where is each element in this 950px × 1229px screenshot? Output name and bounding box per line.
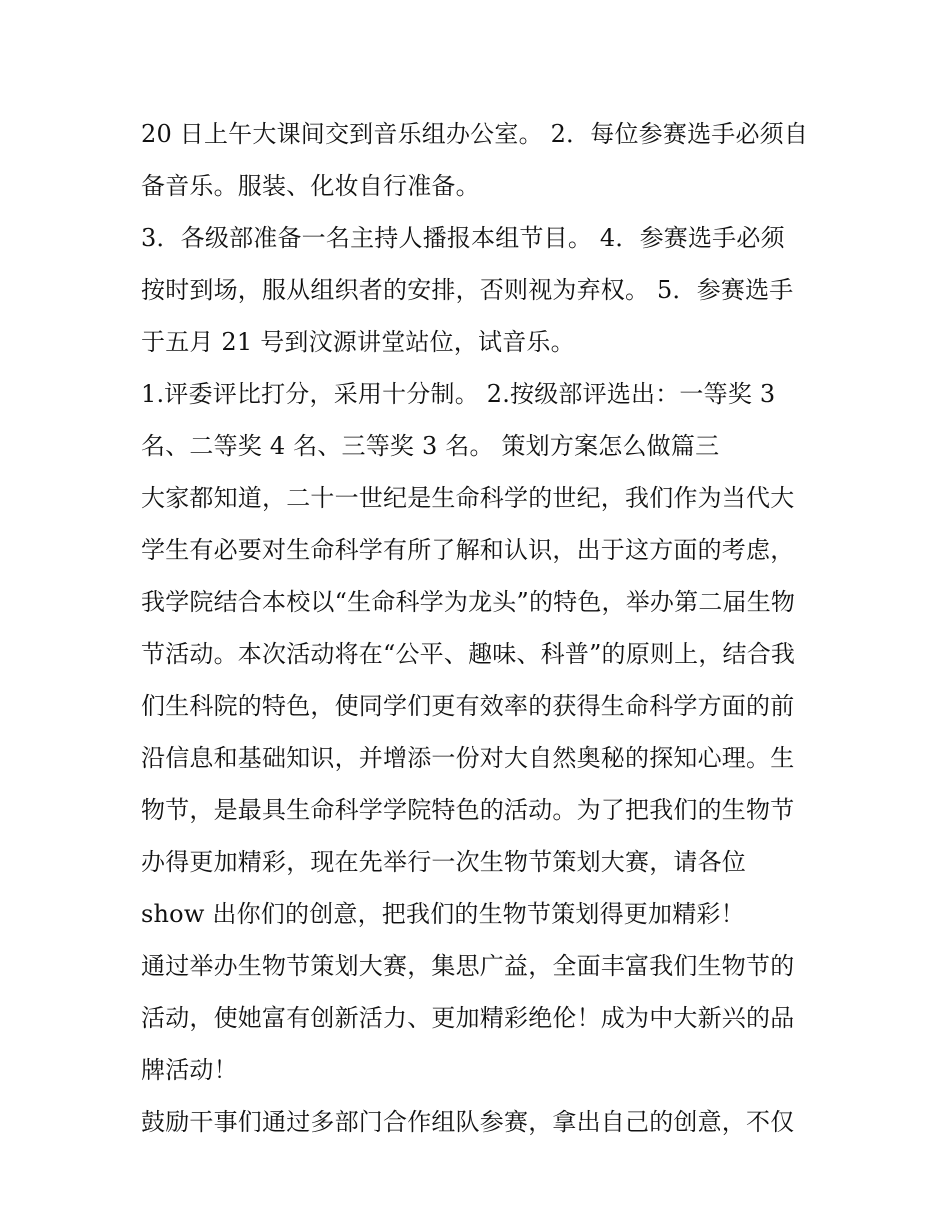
text-line: 办得更加精彩，现在先举行一次生物节策划大赛，请各位 [141, 848, 746, 876]
text-line: 20 日上午大课间交到音乐组办公室。 2．每位参赛选手必须自 [141, 120, 809, 148]
text-line: 节活动。本次活动将在“公平、趣味、科普”的原则上，结合我 [141, 640, 796, 668]
text-line: 学生有必要对生命科学有所了解和认识，出于这方面的考虑， [141, 536, 795, 564]
text-line: 名、二等奖 4 名、三等奖 3 名。 策划方案怎么做篇三 [141, 432, 720, 460]
text-line: 1.评委评比打分，采用十分制。 2.按级部评选出：一等奖 3 [141, 380, 776, 408]
text-line: show 出你们的创意，把我们的生物节策划得更加精彩！ [141, 900, 745, 928]
text-line: 沿信息和基础知识，并增添一份对大自然奥秘的探知心理。生 [141, 744, 795, 772]
text-line: 按时到场，服从组织者的安排，否则视为弃权。 5．参赛选手 [141, 276, 794, 304]
text-line: 3．各级部准备一名主持人播报本组节目。 4．参赛选手必须 [141, 224, 785, 252]
text-line: 我学院结合本校以“生命科学为龙头”的特色，举办第二届生物 [141, 588, 796, 616]
text-line: 备音乐。服装、化妆自行准备。 [141, 172, 480, 200]
document-body [141, 108, 813, 1148]
text-line: 活动，使她富有创新活力、更加精彩绝伦！成为中大新兴的品 [141, 1004, 795, 1032]
text-line: 们生科院的特色，使同学们更有效率的获得生命科学方面的前 [141, 692, 795, 720]
text-line: 于五月 21 号到汶源讲堂站位，试音乐。 [141, 328, 575, 356]
text-line: 通过举办生物节策划大赛，集思广益，全面丰富我们生物节的 [141, 952, 795, 980]
text-line: 鼓励干事们通过多部门合作组队参赛，拿出自己的创意，不仅 [141, 1108, 795, 1136]
text-line: 牌活动！ [141, 1056, 238, 1084]
text-line: 大家都知道，二十一世纪是生命科学的世纪，我们作为当代大 [141, 484, 795, 512]
text-line: 物节，是最具生命科学学院特色的活动。为了把我们的生物节 [141, 796, 795, 824]
